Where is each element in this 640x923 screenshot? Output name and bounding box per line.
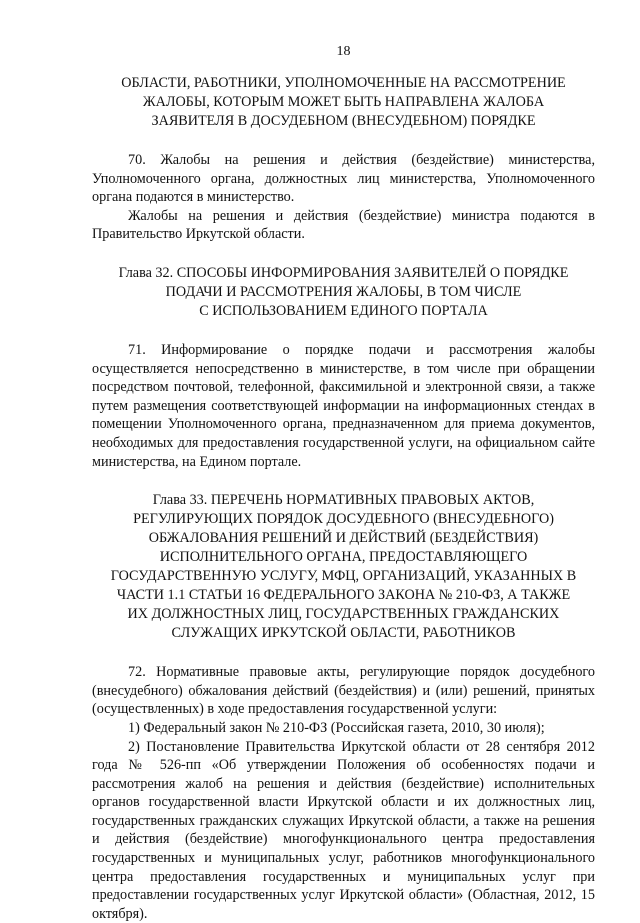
heading-line: С ИСПОЛЬЗОВАНИЕМ ЕДИНОГО ПОРТАЛА: [92, 302, 595, 321]
page-number: 18: [92, 44, 595, 60]
chapter-32-heading: [92, 264, 595, 321]
heading-line: ИСПОЛНИТЕЛЬНОГО ОРГАНА, ПРЕДОСТАВЛЯЮЩЕГО: [92, 548, 595, 567]
chapter-33-title-line: ПЕРЕЧЕНЬ НОРМАТИВНЫХ ПРАВОВЫХ АКТОВ,: [211, 492, 534, 508]
heading-line: ЖАЛОБЫ, КОТОРЫМ МОЖЕТ БЫТЬ НАПРАВЛЕНА ЖАЛОБА: [92, 93, 595, 112]
paragraph-72: 72. Нормативные правовые акты, регулирующие порядок досудебного (внесудебного) обжалования действий (бездействия) и (или) решений, принятых (осуществленных) в ходе предоставления государственной услуги:: [92, 663, 595, 719]
heading-line: [92, 264, 595, 283]
heading-line: ОБЛАСТИ, РАБОТНИКИ, УПОЛНОМОЧЕННЫЕ НА РАССМОТРЕНИЕ: [92, 74, 595, 93]
paragraph-72-item-2: 2) Постановление Правительства Иркутской области от 28 сентября 2012 года № 526-пп «Об утверждении Положения об особенностях подачи и рассмотрения жалоб на решения и действия (бездействие) исполнительных органов государственной власти Иркутской области и их должностных лиц, государственных гражданских служащих Иркутской области, а также на решения и действия (бездействие) многофункционального центра предоставления государственных и муниципальных услуг, работников многофункционального центра предоставления государственных и муниципальных услуг при предоставлении государственных услуг Иркутской области» (Областная, 2012, 15 октября).: [92, 738, 595, 923]
heading-line: ЧАСТИ 1.1 СТАТЬИ 16 ФЕДЕРАЛЬНОГО ЗАКОНА № 210-ФЗ, А ТАКЖЕ: [92, 586, 595, 605]
heading-line: [92, 491, 595, 510]
heading-line: ЗАЯВИТЕЛЯ В ДОСУДЕБНОМ (ВНЕСУДЕБНОМ) ПОРЯДКЕ: [92, 112, 595, 131]
heading-line: ГОСУДАРСТВЕННУЮ УСЛУГУ, МФЦ, ОРГАНИЗАЦИЙ, УКАЗАННЫХ В: [92, 567, 595, 586]
paragraph-71: 71. Информирование о порядке подачи и рассмотрения жалобы осуществляется непосредственно в министерстве, в том числе при обращении посредством почтовой, телефонной, факсимильной и электронной связи, а также путем размещения соответствующей информации на информационных стендах в помещении Уполномоченного органа, предназначенном для приема документов, необходимых для предоставления государственной услуги, на официальном сайте министерства, на Едином портале.: [92, 341, 595, 471]
heading-line: ОБЖАЛОВАНИЯ РЕШЕНИЙ И ДЕЙСТВИЙ (БЕЗДЕЙСТВИЯ): [92, 529, 595, 548]
chapter-33-heading: [92, 491, 595, 643]
heading-line: СЛУЖАЩИХ ИРКУТСКОЙ ОБЛАСТИ, РАБОТНИКОВ: [92, 624, 595, 643]
paragraph-70: 70. Жалобы на решения и действия (бездействие) министерства, Уполномоченного органа, должностных лиц министерства, Уполномоченного органа подаются в министерство.: [92, 151, 595, 207]
heading-line: ПОДАЧИ И РАССМОТРЕНИЯ ЖАЛОБЫ, В ТОМ ЧИСЛЕ: [92, 283, 595, 302]
heading-line: ИХ ДОЛЖНОСТНЫХ ЛИЦ, ГОСУДАРСТВЕННЫХ ГРАЖДАНСКИХ: [92, 605, 595, 624]
section-heading-continued: [92, 74, 595, 131]
paragraph-70-continued: Жалобы на решения и действия (бездействие) министра подаются в Правительство Иркутской области.: [92, 207, 595, 244]
chapter-32-title-line: СПОСОБЫ ИНФОРМИРОВАНИЯ ЗАЯВИТЕЛЕЙ О ПОРЯДКЕ: [177, 265, 569, 281]
heading-line: РЕГУЛИРУЮЩИХ ПОРЯДОК ДОСУДЕБНОГО (ВНЕСУДЕБНОГО): [92, 510, 595, 529]
paragraph-72-item-1: 1) Федеральный закон № 210-ФЗ (Российская газета, 2010, 30 июля);: [92, 719, 595, 738]
chapter-32-label: Глава 32.: [119, 265, 174, 281]
chapter-33-label: Глава 33.: [153, 492, 208, 508]
